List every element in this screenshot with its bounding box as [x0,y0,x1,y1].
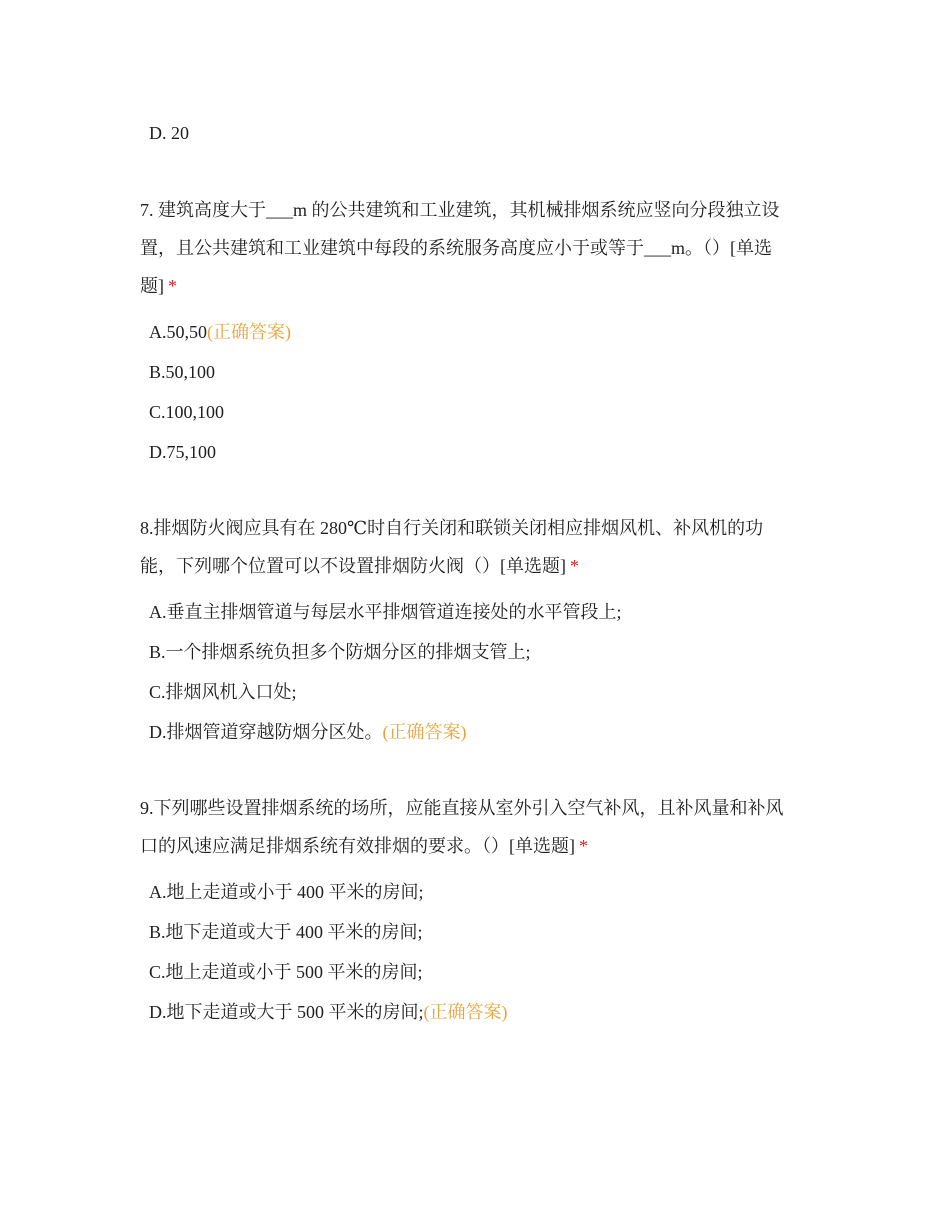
question-9-option-b [149,920,423,944]
question-9-option-c [149,960,423,984]
question-8-option-c [149,680,297,704]
question-9-line-2 [140,827,812,865]
option-label: B.地下走道或大于 400 平米的房间; [149,922,423,942]
question-7-option-b [149,360,215,384]
correct-answer-tag: (正确答案) [423,1002,508,1022]
question-9-option-a [149,880,424,904]
question-8-option-d [149,720,467,744]
question-7-line-2: 置，且公共建筑和工业建筑中每段的系统服务高度应小于或等于___m。（）[单选 [140,238,772,258]
question-7-option-c [149,400,224,424]
question-8-option-a [149,600,622,624]
question-8-line-2 [140,547,812,585]
option-label: C.排烟风机入口处; [149,682,297,702]
question-9-line-1: 9.下列哪些设置排烟系统的场所，应能直接从室外引入空气补风，且补风量和补风 [140,798,784,818]
required-mark: * [570,556,579,576]
option-label: C.地上走道或小于 500 平米的房间; [149,962,423,982]
option-label: A.垂直主排烟管道与每层水平排烟管道连接处的水平管段上; [149,602,622,622]
option-label: D.排烟管道穿越防烟分区处。 [149,722,383,742]
question-7-line-3-text: 题] [140,276,164,296]
question-8 [140,509,812,585]
question-9-option-d [149,1000,508,1024]
question-8-line-1: 8.排烟防火阀应具有在 280℃时自行关闭和联锁关闭相应排烟风机、补风机的功 [140,518,764,538]
correct-answer-tag: (正确答案) [382,722,467,742]
required-mark: * [579,836,588,856]
prev-question-option-d [149,121,189,145]
question-9 [140,789,812,865]
correct-answer-tag: (正确答案) [207,322,291,342]
question-8-line-2-text: 能，下列哪个位置可以不设置排烟防火阀（）[单选题] [140,556,566,576]
question-7-line-3 [140,267,812,305]
required-mark: * [168,276,177,296]
question-7-line-1: 7. 建筑高度大于___m 的公共建筑和工业建筑，其机械排烟系统应竖向分段独立设 [140,200,780,220]
question-8-option-b [149,640,531,664]
option-label: B.一个排烟系统负担多个防烟分区的排烟支管上; [149,642,531,662]
question-9-line-2-text: 口的风速应满足排烟系统有效排烟的要求。（）[单选题] [140,836,575,856]
question-7 [140,191,812,305]
option-label: C.100,100 [149,402,225,422]
question-7-option-d [149,440,216,464]
option-label: B.50,100 [149,362,216,382]
option-label: D.地下走道或大于 500 平米的房间; [149,1002,424,1022]
question-7-option-a [149,320,291,344]
option-label: D. 20 [149,123,189,143]
option-label: A.50,50 [149,322,207,342]
option-label: A.地上走道或小于 400 平米的房间; [149,882,424,902]
option-label: D.75,100 [149,442,216,462]
